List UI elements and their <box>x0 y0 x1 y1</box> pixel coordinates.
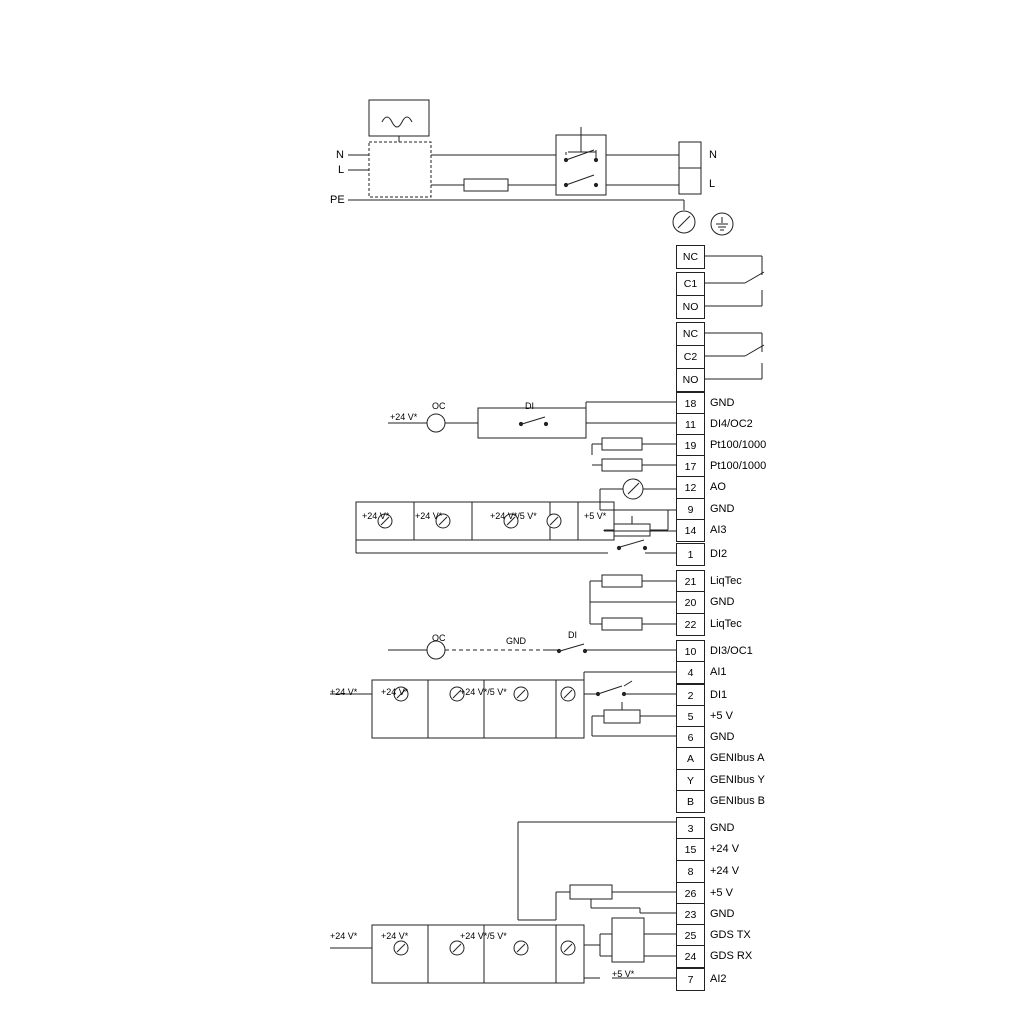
terminal-label: GENIbus Y <box>710 774 765 786</box>
relay-terminal-c2: C2 <box>676 345 705 369</box>
terminal-num: 2 <box>676 684 705 707</box>
terminal-num: 9 <box>676 498 705 521</box>
terminal-label: AI1 <box>710 666 727 678</box>
relay-terminal-c1: C1 <box>676 272 705 296</box>
terminal-num: A <box>676 747 705 770</box>
mains-n-in-label: N <box>336 149 344 161</box>
relay-terminal-nc: NC <box>676 245 705 269</box>
terminal-num: 14 <box>676 519 705 542</box>
terminal-num: 20 <box>676 591 705 614</box>
terminal-label: LiqTec <box>710 575 742 587</box>
terminal-label: GDS TX <box>710 929 751 941</box>
mains-pe-label: PE <box>330 194 345 206</box>
annotation-di-mid: DI <box>568 630 577 640</box>
terminal-label: GND <box>710 503 735 515</box>
terminal-num: 21 <box>676 570 705 593</box>
annotation-v24-c: +24 V* <box>415 511 443 521</box>
terminal-label: AO <box>710 481 726 493</box>
annotation-v24-a: +24 V* <box>390 412 418 422</box>
terminal-label: AI3 <box>710 524 727 536</box>
terminal-num: 5 <box>676 705 705 728</box>
annotation-v24-b: +24 V* <box>362 511 390 521</box>
terminal-num: 26 <box>676 882 705 905</box>
terminal-label: GDS RX <box>710 950 753 962</box>
relay-terminal-nc: NC <box>676 322 705 346</box>
terminal-label: +24 V <box>710 843 740 855</box>
terminal-num: 17 <box>676 455 705 478</box>
annotation-v24-e: +24 V* <box>381 687 409 697</box>
mains-l-in-label: L <box>338 164 345 176</box>
terminal-num: 25 <box>676 924 705 947</box>
annotation-di-top: DI <box>525 401 534 411</box>
annotation-v24-g: +24 V* <box>381 931 409 941</box>
terminal-num: 10 <box>676 640 705 663</box>
terminal-label: DI3/OC1 <box>710 645 753 657</box>
terminal-num: 3 <box>676 817 705 840</box>
annotation-v24-f: +24 V* <box>330 931 358 941</box>
relay-terminal-no: NO <box>676 368 705 392</box>
terminal-num: 23 <box>676 903 705 926</box>
annotation-v5-b: +5 V* <box>612 969 635 979</box>
terminal-num: 15 <box>676 838 705 861</box>
terminal-num: 1 <box>676 543 705 566</box>
relay-terminal-no: NO <box>676 295 705 319</box>
terminal-num: 12 <box>676 476 705 499</box>
annotation-v5-a: +5 V* <box>584 511 607 521</box>
terminal-num: 6 <box>676 726 705 749</box>
terminal-label: +5 V <box>710 887 733 899</box>
terminal-label: +5 V <box>710 710 733 722</box>
terminal-num: B <box>676 790 705 813</box>
terminal-num: 19 <box>676 434 705 457</box>
terminal-num: 22 <box>676 613 705 636</box>
mains-n-out-label: N <box>709 149 717 161</box>
terminal-label: DI2 <box>710 548 728 560</box>
terminal-label: GENIbus B <box>710 795 766 807</box>
terminal-label: +24 V <box>710 865 740 877</box>
terminal-label: GND <box>710 908 735 920</box>
terminal-label: DI4/OC2 <box>710 418 753 430</box>
terminal-label: LiqTec <box>710 618 742 630</box>
annotation-v24-5v-a: +24 V*/5 V* <box>490 511 537 521</box>
terminal-num: 24 <box>676 945 705 968</box>
terminal-label: GND <box>710 397 735 409</box>
terminal-label: GENIbus A <box>710 752 765 764</box>
annotation-oc-2: OC <box>432 633 446 643</box>
annotation-v24-5v-c: +24 V*/5 V* <box>460 931 507 941</box>
terminal-label: Pt100/1000 <box>710 439 767 451</box>
terminal-num: 8 <box>676 860 705 883</box>
terminal-num: 4 <box>676 661 705 684</box>
terminal-num: Y <box>676 769 705 792</box>
terminal-label: GND <box>710 596 735 608</box>
terminal-num: 18 <box>676 392 705 415</box>
mains-l-out-label: L <box>709 178 716 190</box>
terminal-label: Pt100/1000 <box>710 460 767 472</box>
terminal-label: GND <box>710 822 735 834</box>
annotation-gnd-mid: GND <box>506 636 526 646</box>
terminal-num: 7 <box>676 968 705 991</box>
terminal-label: AI2 <box>710 973 727 985</box>
terminal-label: DI1 <box>710 689 728 701</box>
annotation-oc-1: OC <box>432 401 446 411</box>
terminal-num: 11 <box>676 413 705 436</box>
terminal-label: GND <box>710 731 735 743</box>
annotation-v24-d: +24 V* <box>330 687 358 697</box>
annotation-v24-5v-b: +24 V*/5 V* <box>460 687 507 697</box>
